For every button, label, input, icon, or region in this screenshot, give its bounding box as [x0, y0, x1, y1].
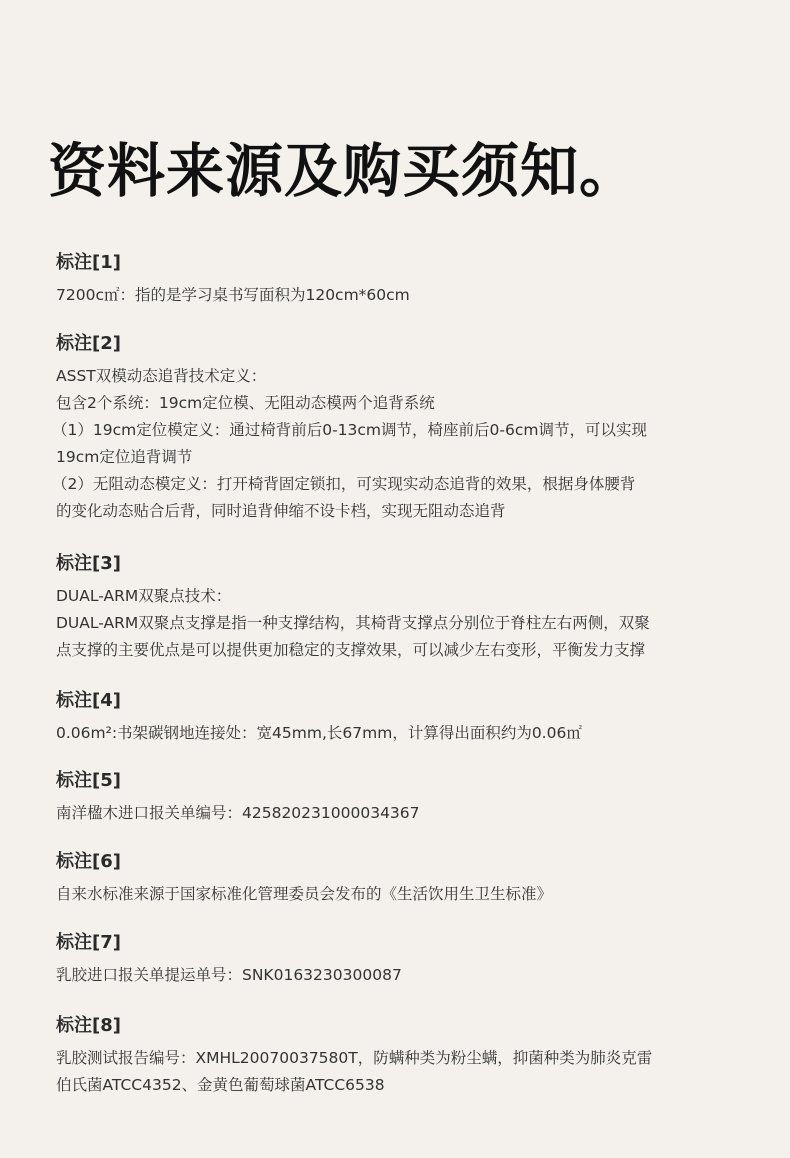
note-body [56, 881, 746, 908]
note-line: 7200c㎡：指的是学习桌书写面积为120cm*60cm [56, 286, 410, 304]
note-heading: 标注[1] [56, 252, 121, 273]
note-4 [56, 688, 746, 747]
note-heading: 标注[4] [56, 690, 121, 711]
note-heading: 标注[3] [56, 553, 121, 574]
note-line: （2）无阻动态模定义：打开椅背固定锁扣，可实现实动态追背的效果，根据身体腰背 [52, 475, 636, 493]
note-6 [56, 849, 746, 908]
note-heading: 标注[5] [56, 770, 121, 791]
note-line: DUAL-ARM双聚点支撑是指一种支撑结构，其椅背支撑点分别位于脊柱左右两侧，双聚 [56, 614, 650, 632]
page-title: 资料来源及购买须知。 [48, 137, 639, 205]
note-line: 伯氏菌ATCC4352、金黄色葡萄球菌ATCC6538 [56, 1076, 385, 1094]
note-body [56, 583, 746, 664]
note-line: 19cm定位追背调节 [56, 448, 193, 466]
note-line: 自来水标准来源于国家标准化管理委员会发布的《生活饮用生卫生标准》 [56, 885, 553, 903]
note-line: 南洋楹木进口报关单编号：425820231000034367 [56, 804, 420, 822]
note-line: 乳胶进口报关单提运单号：SNK0163230300087 [56, 966, 402, 984]
note-line: 0.06m²:书架碳钢地连接处：宽45mm,长67mm，计算得出面积约为0.06㎡ [56, 724, 582, 742]
note-line: （1）19cm定位模定义：通过椅背前后0-13cm调节，椅座前后0-6cm调节，可以实现 [52, 421, 647, 439]
note-5 [56, 768, 746, 827]
note-heading: 标注[7] [56, 932, 121, 953]
note-line: 点支撑的主要优点是可以提供更加稳定的支撑效果，可以减少左右变形，平衡发力支撑 [56, 641, 646, 659]
note-heading: 标注[2] [56, 333, 121, 354]
note-2 [52, 331, 746, 525]
note-body [56, 720, 746, 747]
note-8 [56, 1013, 746, 1099]
note-line: 的变化动态贴合后背，同时追背伸缩不设卡档，实现无阻动态追背 [56, 502, 506, 520]
note-line: 包含2个系统：19cm定位模、无阻动态模两个追背系统 [56, 394, 435, 412]
note-line: DUAL-ARM双聚点技术： [56, 587, 232, 605]
note-body [56, 1045, 746, 1099]
note-line: ASST双模动态追背技术定义： [56, 367, 267, 385]
note-body [56, 282, 746, 309]
note-1 [56, 250, 746, 309]
note-body [52, 363, 746, 525]
note-heading: 标注[8] [56, 1015, 121, 1036]
note-body [56, 962, 746, 989]
note-heading: 标注[6] [56, 851, 121, 872]
note-line: 乳胶测试报告编号：XMHL20070037580T，防螨种类为粉尘螨，抑菌种类为肺炎克雷 [56, 1049, 653, 1067]
note-3 [56, 551, 746, 664]
note-7 [56, 930, 746, 989]
note-body [56, 800, 746, 827]
